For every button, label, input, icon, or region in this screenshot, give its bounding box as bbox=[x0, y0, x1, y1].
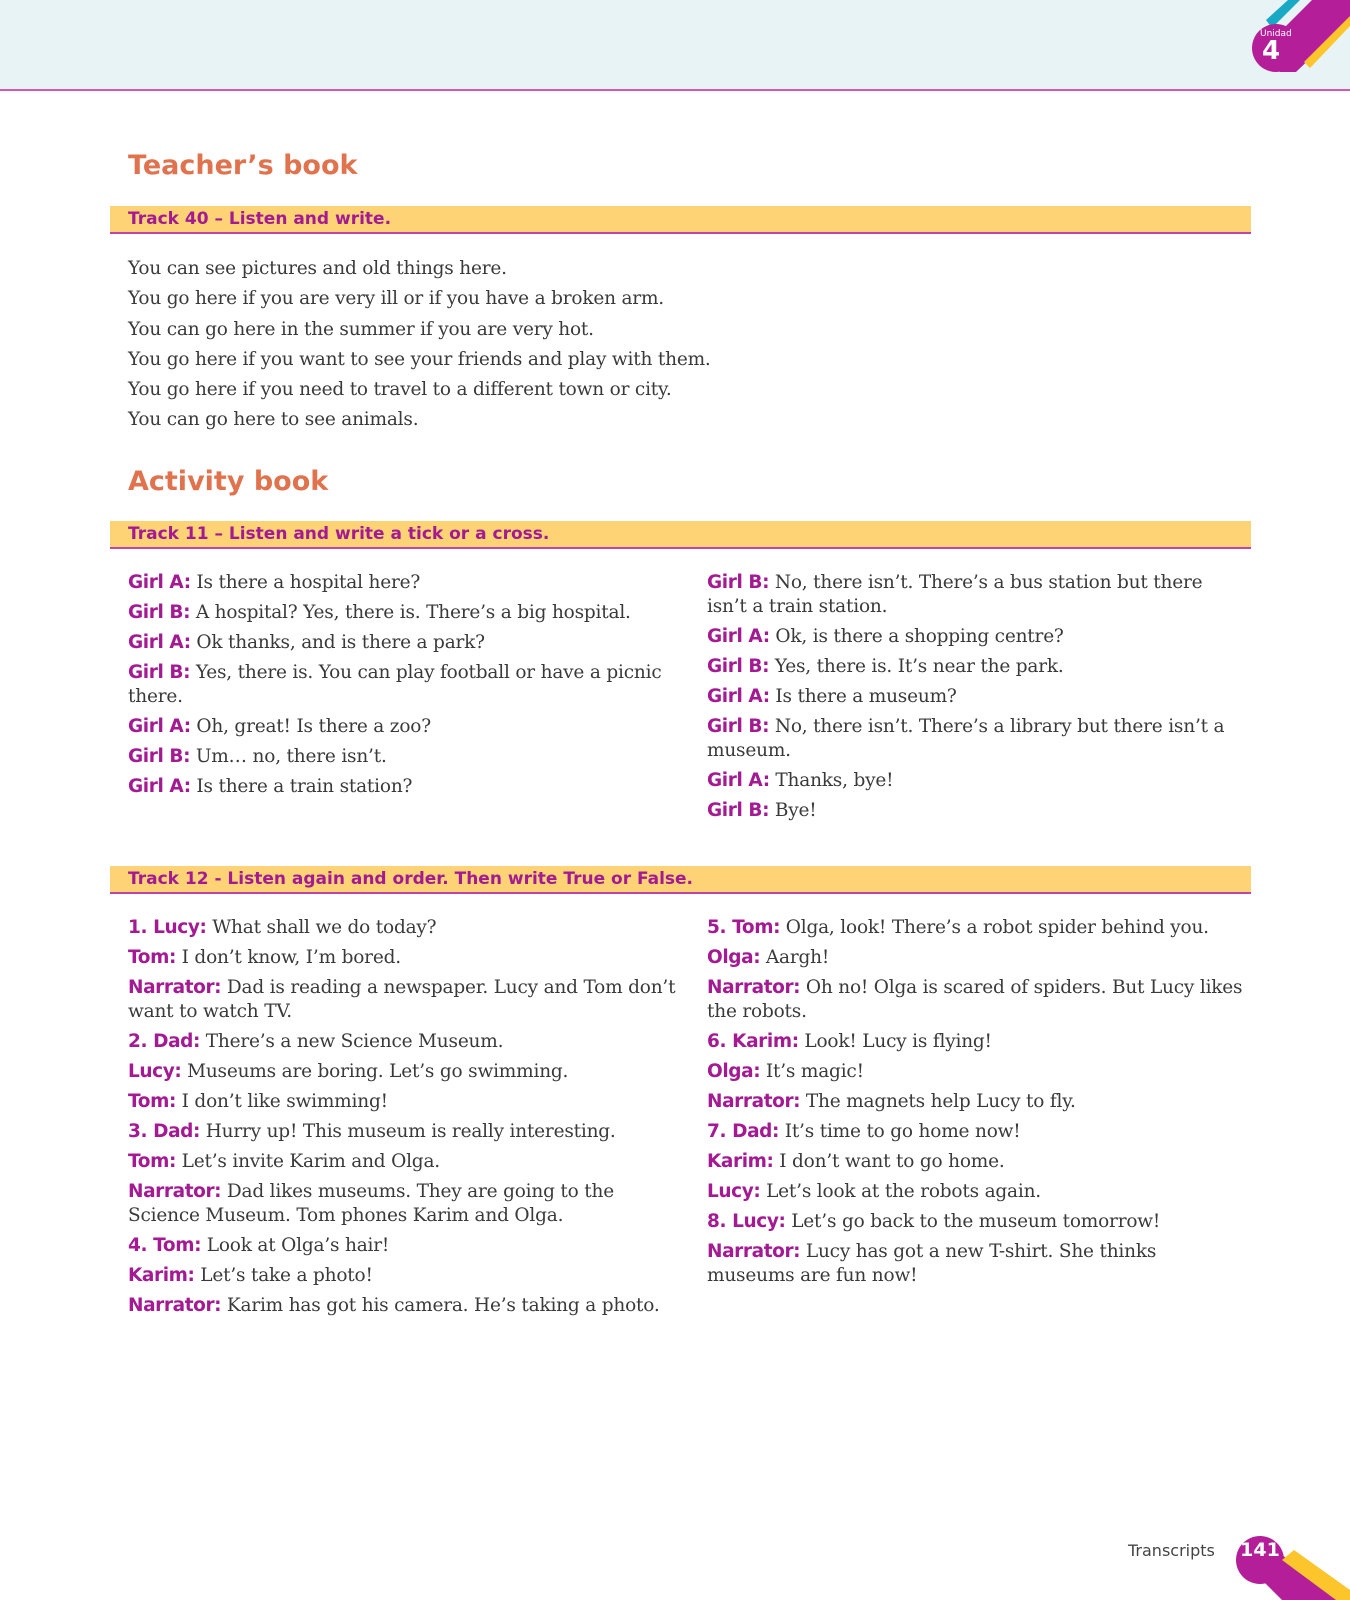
dialogue-text: Hurry up! This museum is really interesting. bbox=[205, 1121, 616, 1142]
dialogue-text: Is there a hospital here? bbox=[196, 572, 421, 593]
dialogue-line bbox=[707, 571, 1247, 619]
track-12-title: Track 12 - Listen again and order. Then write True or False. bbox=[128, 869, 694, 889]
dialogue-text: Ok thanks, and is there a park? bbox=[196, 632, 485, 653]
dialogue-text: Look! Lucy is flying! bbox=[804, 1031, 992, 1052]
dialogue-text: Is there a train station? bbox=[196, 776, 413, 797]
track-11-title: Track 11 – Listen and write a tick or a cross. bbox=[128, 524, 550, 544]
speaker-label: 3. Dad: bbox=[128, 1121, 201, 1142]
transcript-line: You can go here in the summer if you are very hot. bbox=[128, 318, 594, 340]
transcript-line: You go here if you want to see your friends and play with them. bbox=[128, 348, 711, 370]
dialogue-line bbox=[128, 1060, 684, 1084]
speaker-label: Girl B: bbox=[128, 662, 191, 683]
transcript-line: You can go here to see animals. bbox=[128, 409, 419, 431]
header-band bbox=[0, 0, 1350, 91]
dialogue-text: Let’s take a photo! bbox=[200, 1265, 373, 1286]
dialogue-text: Karim has got his camera. He’s taking a photo. bbox=[226, 1295, 660, 1316]
dialogue-text: Dad is reading a newspaper. Lucy and Tom don’t want to watch TV. bbox=[128, 977, 676, 1022]
speaker-label: 4. Tom: bbox=[128, 1235, 202, 1256]
speaker-label: Olga: bbox=[707, 1061, 761, 1082]
dialogue-text: I don’t want to go home. bbox=[779, 1151, 1005, 1172]
dialogue-line bbox=[128, 661, 668, 709]
dialogue-line bbox=[128, 745, 668, 769]
dialogue-line bbox=[128, 916, 684, 940]
dialogue-text: Look at Olga’s hair! bbox=[206, 1235, 390, 1256]
footer-label: Transcripts bbox=[1128, 1541, 1215, 1560]
dialogue-text: Let’s look at the robots again. bbox=[766, 1181, 1041, 1202]
speaker-label: 2. Dad: bbox=[128, 1031, 201, 1052]
speaker-label: Girl B: bbox=[128, 746, 191, 767]
dialogue-text: I don’t like swimming! bbox=[181, 1091, 388, 1112]
dialogue-text: No, there isn’t. There’s a library but there isn’t a museum. bbox=[707, 716, 1225, 761]
dialogue-line bbox=[707, 946, 1247, 970]
dialogue-text: Yes, there is. It’s near the park. bbox=[774, 656, 1064, 677]
dialogue-text: Lucy has got a new T-shirt. She thinks museums are fun now! bbox=[707, 1241, 1157, 1286]
dialogue-text: There’s a new Science Museum. bbox=[205, 1031, 504, 1052]
dialogue-line bbox=[128, 571, 668, 595]
dialogue-line bbox=[128, 1180, 684, 1228]
dialogue-text: What shall we do today? bbox=[212, 917, 437, 938]
dialogue-line bbox=[707, 1180, 1247, 1204]
track-11-bar bbox=[110, 521, 1251, 549]
speaker-label: Narrator: bbox=[128, 1295, 222, 1316]
speaker-label: Lucy: bbox=[707, 1181, 761, 1202]
track-12-left-column bbox=[128, 916, 684, 1324]
dialogue-line bbox=[128, 631, 668, 655]
transcript-line: You go here if you need to travel to a different town or city. bbox=[128, 379, 672, 401]
dialogue-text: Ok, is there a shopping centre? bbox=[775, 626, 1064, 647]
transcript-line: You go here if you are very ill or if you have a broken arm. bbox=[128, 288, 664, 310]
dialogue-text: Yes, there is. You can play football or have a picnic there. bbox=[128, 662, 662, 707]
speaker-label: Girl B: bbox=[707, 716, 770, 737]
dialogue-text: Aargh! bbox=[765, 947, 830, 968]
page-number: 141 bbox=[1240, 1539, 1280, 1561]
speaker-label: Karim: bbox=[128, 1265, 195, 1286]
speaker-label: Narrator: bbox=[707, 977, 801, 998]
speaker-label: Girl A: bbox=[128, 632, 191, 653]
speaker-label: Girl A: bbox=[128, 572, 191, 593]
track-11-right-column bbox=[707, 571, 1247, 829]
speaker-label: Girl A: bbox=[707, 686, 770, 707]
track-11-left-column bbox=[128, 571, 668, 805]
dialogue-line bbox=[707, 1090, 1247, 1114]
dialogue-text: Let’s go back to the museum tomorrow! bbox=[791, 1211, 1161, 1232]
speaker-label: 6. Karim: bbox=[707, 1031, 799, 1052]
track-40-title: Track 40 – Listen and write. bbox=[128, 209, 392, 229]
transcript-line: You can see pictures and old things here. bbox=[128, 258, 507, 279]
dialogue-line bbox=[707, 655, 1247, 679]
dialogue-line bbox=[128, 601, 668, 625]
dialogue-line bbox=[128, 1090, 684, 1114]
dialogue-text: Museums are boring. Let’s go swimming. bbox=[187, 1061, 569, 1082]
dialogue-text: Dad likes museums. They are going to the Science Museum. Tom phones Karim and Olga. bbox=[128, 1181, 614, 1226]
dialogue-text: Let’s invite Karim and Olga. bbox=[181, 1151, 440, 1172]
speaker-label: Olga: bbox=[707, 947, 761, 968]
dialogue-line bbox=[128, 1264, 684, 1288]
speaker-label: Tom: bbox=[128, 947, 176, 968]
dialogue-line bbox=[707, 1030, 1247, 1054]
dialogue-line bbox=[707, 769, 1247, 793]
dialogue-text: It’s magic! bbox=[765, 1061, 864, 1082]
dialogue-line bbox=[707, 916, 1247, 940]
dialogue-text: Thanks, bye! bbox=[775, 770, 894, 791]
dialogue-line bbox=[707, 1120, 1247, 1144]
unit-badge-icon bbox=[1238, 0, 1350, 80]
dialogue-line bbox=[128, 1150, 684, 1174]
dialogue-line bbox=[707, 1240, 1247, 1288]
dialogue-text: Is there a museum? bbox=[775, 686, 957, 707]
dialogue-text: Bye! bbox=[774, 800, 817, 821]
dialogue-text: Um… no, there isn’t. bbox=[195, 746, 387, 767]
speaker-label: Karim: bbox=[707, 1151, 774, 1172]
dialogue-text: The magnets help Lucy to fly. bbox=[805, 1091, 1076, 1112]
speaker-label: Girl B: bbox=[128, 602, 191, 623]
dialogue-text: Oh no! Olga is scared of spiders. But Lucy likes the robots. bbox=[707, 977, 1243, 1022]
speaker-label: 5. Tom: bbox=[707, 917, 781, 938]
dialogue-text: A hospital? Yes, there is. There’s a big hospital. bbox=[195, 602, 631, 623]
dialogue-line bbox=[128, 1030, 684, 1054]
dialogue-line bbox=[128, 946, 684, 970]
teachers-book-transcript bbox=[128, 257, 828, 439]
dialogue-text: Oh, great! Is there a zoo? bbox=[196, 716, 431, 737]
dialogue-line bbox=[707, 976, 1247, 1024]
dialogue-line bbox=[707, 715, 1247, 763]
track-12-right-column bbox=[707, 916, 1247, 1294]
speaker-label: Narrator: bbox=[707, 1241, 801, 1262]
speaker-label: 1. Lucy: bbox=[128, 917, 207, 938]
unit-label: Unidad bbox=[1260, 29, 1292, 39]
dialogue-line bbox=[707, 625, 1247, 649]
section-title-teachers-book: Teacher’s book bbox=[128, 150, 358, 181]
dialogue-line bbox=[707, 1150, 1247, 1174]
speaker-label: Girl A: bbox=[707, 770, 770, 791]
dialogue-line bbox=[707, 1060, 1247, 1084]
dialogue-line bbox=[128, 1120, 684, 1144]
dialogue-text: I don’t know, I’m bored. bbox=[181, 947, 401, 968]
speaker-label: Lucy: bbox=[128, 1061, 182, 1082]
dialogue-line bbox=[128, 1294, 684, 1318]
dialogue-line bbox=[128, 715, 668, 739]
unit-number: 4 bbox=[1262, 36, 1281, 66]
speaker-label: Girl B: bbox=[707, 572, 770, 593]
dialogue-line bbox=[707, 1210, 1247, 1234]
track-40-bar bbox=[110, 206, 1251, 234]
speaker-label: 7. Dad: bbox=[707, 1121, 780, 1142]
speaker-label: Girl A: bbox=[128, 716, 191, 737]
speaker-label: Girl A: bbox=[128, 776, 191, 797]
section-title-activity-book: Activity book bbox=[128, 466, 329, 497]
speaker-label: Narrator: bbox=[128, 977, 222, 998]
speaker-label: Girl B: bbox=[707, 800, 770, 821]
speaker-label: Narrator: bbox=[707, 1091, 801, 1112]
speaker-label: Girl B: bbox=[707, 656, 770, 677]
dialogue-text: It’s time to go home now! bbox=[784, 1121, 1021, 1142]
speaker-label: Narrator: bbox=[128, 1181, 222, 1202]
dialogue-text: No, there isn’t. There’s a bus station but there isn’t a train station. bbox=[707, 572, 1203, 617]
speaker-label: Tom: bbox=[128, 1151, 176, 1172]
speaker-label: Tom: bbox=[128, 1091, 176, 1112]
dialogue-line bbox=[707, 685, 1247, 709]
speaker-label: 8. Lucy: bbox=[707, 1211, 786, 1232]
speaker-label: Girl A: bbox=[707, 626, 770, 647]
dialogue-line bbox=[128, 1234, 684, 1258]
track-12-bar bbox=[110, 866, 1251, 894]
dialogue-line bbox=[707, 799, 1247, 823]
dialogue-text: Olga, look! There’s a robot spider behind you. bbox=[785, 917, 1209, 938]
dialogue-line bbox=[128, 775, 668, 799]
dialogue-line bbox=[128, 976, 684, 1024]
